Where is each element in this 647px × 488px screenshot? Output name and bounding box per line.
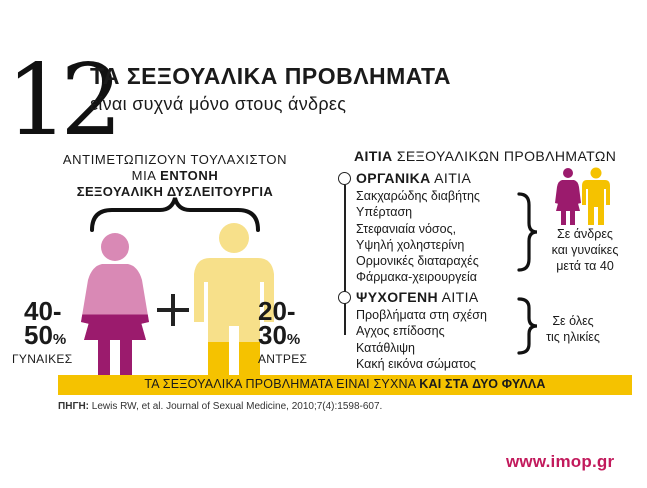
men-percent-line2 [258, 322, 300, 349]
list-item: Σακχαρώδης διαβήτης [356, 189, 480, 203]
source-citation [58, 401, 382, 412]
list-item: Κακή εικόνα σώματος [356, 356, 477, 371]
face-text-line2 [50, 168, 300, 183]
plus-icon [155, 292, 191, 328]
organic-bullet-icon [338, 172, 351, 185]
banner-text-bold: ΚΑΙ ΣΤΑ ΔΥΟ ΦΥΛΛΑ [419, 377, 546, 391]
list-item: Υπέρταση [356, 205, 413, 220]
couple-icon [552, 167, 612, 225]
right-brace-icon [515, 191, 541, 273]
source-text: Lewis RW, et al. Journal of Sexual Medicine, 2010;7(4):1598-607. [89, 401, 383, 412]
source-label: ΠΗΓΗ: [58, 401, 90, 412]
woman-figure-light [80, 232, 150, 382]
men-percent-value: 30 [258, 320, 287, 350]
organic-title-rest: ΑΙΤΙΑ [430, 170, 472, 186]
psychogenic-bullet-icon [338, 291, 351, 304]
causes-title-bold: ΑΙΤΙΑ [354, 148, 393, 164]
face-text-line2-prefix: ΜΙΑ [131, 168, 161, 183]
psychogenic-title-bold: ΨΥΧΟΓΕΝΗ [356, 289, 439, 305]
men-percent-line1: 20- [258, 296, 296, 326]
organic-note-line: μετά τα 40 [556, 259, 614, 273]
woman-figure-fill [80, 315, 150, 383]
organic-note-line: Σε άνδρες [557, 227, 613, 241]
women-percent-line2 [24, 322, 66, 349]
face-text-line3: ΣΕΞΟΥΑΛΙΚΗ ΔΥΣΛΕΙΤΟΥΡΓΙΑ [76, 184, 274, 199]
banner-text-regular: ΤΑ ΣΕΞΟΥΑΛΙΚΑ ΠΡΟΒΛΗΜΑΤΑ ΕΙΝΑΙ ΣΥΧΝΑ [144, 377, 420, 391]
organic-note-line: και γυναίκες [551, 243, 619, 257]
list-item: Ορμονικές διαταραχές [356, 254, 479, 269]
big-number-12 [6, 44, 115, 158]
women-percent-sign: % [52, 331, 67, 348]
psychogenic-title [356, 289, 479, 305]
organic-title-bold: ΟΡΓΑΝΙΚΑ [356, 170, 431, 186]
psychogenic-note-line: τις ηλικίες [546, 330, 600, 344]
page-subtitle: είναι συχνά μόνο στους άνδρες [90, 94, 347, 114]
list-item: Κατάθλιψη [356, 340, 416, 355]
site-url-link[interactable]: www.imop.gr [506, 452, 615, 471]
organic-causes-list [356, 188, 480, 286]
face-text-line2-bold: ΕΝΤΟΝΗ [160, 168, 219, 183]
women-label: ΓΥΝΑΙΚΕΣ [12, 352, 73, 366]
psychogenic-note [538, 313, 608, 345]
psychogenic-note-line: Σε όλες [552, 314, 594, 328]
causes-title [354, 148, 616, 164]
list-item: Στεφανιαία νόσος, [356, 221, 457, 236]
banner-text [58, 377, 632, 391]
list-item: Αγχος επίδοσης [356, 324, 445, 339]
women-percent-value: 50 [24, 320, 53, 350]
men-percent-sign: % [286, 331, 301, 348]
causes-title-rest: ΣΕΞΟΥΑΛΙΚΩΝ ΠΡΟΒΛΗΜΑΤΩΝ [392, 148, 617, 164]
women-percent-line1: 40- [24, 296, 62, 326]
woman-figure-icon [80, 232, 150, 382]
organic-note [540, 226, 630, 274]
psychogenic-causes-list [356, 307, 487, 372]
list-item: Προβλήματα στη σχέση [356, 308, 487, 322]
face-text-line1: ΑΝΤΙΜΕΤΩΠΙΖΟΥΝ ΤΟΥΛΑΧΙΣΤΟΝ [62, 152, 288, 167]
men-label: ΑΝΤΡΕΣ [258, 352, 308, 366]
list-item: Υψηλή χοληστερίνη [356, 237, 465, 252]
organic-title [356, 170, 471, 186]
big-number-text: 12 [6, 44, 115, 158]
timeline-line [344, 185, 346, 335]
list-item: Φάρμακα-χειρουργεία [356, 270, 477, 285]
psychogenic-title-rest: ΑΙΤΙΑ [438, 289, 479, 305]
page-title: ΤΑ ΣΕΞΟΥΑΛΙΚΑ ΠΡΟΒΛΗΜΑΤΑ [90, 63, 451, 89]
